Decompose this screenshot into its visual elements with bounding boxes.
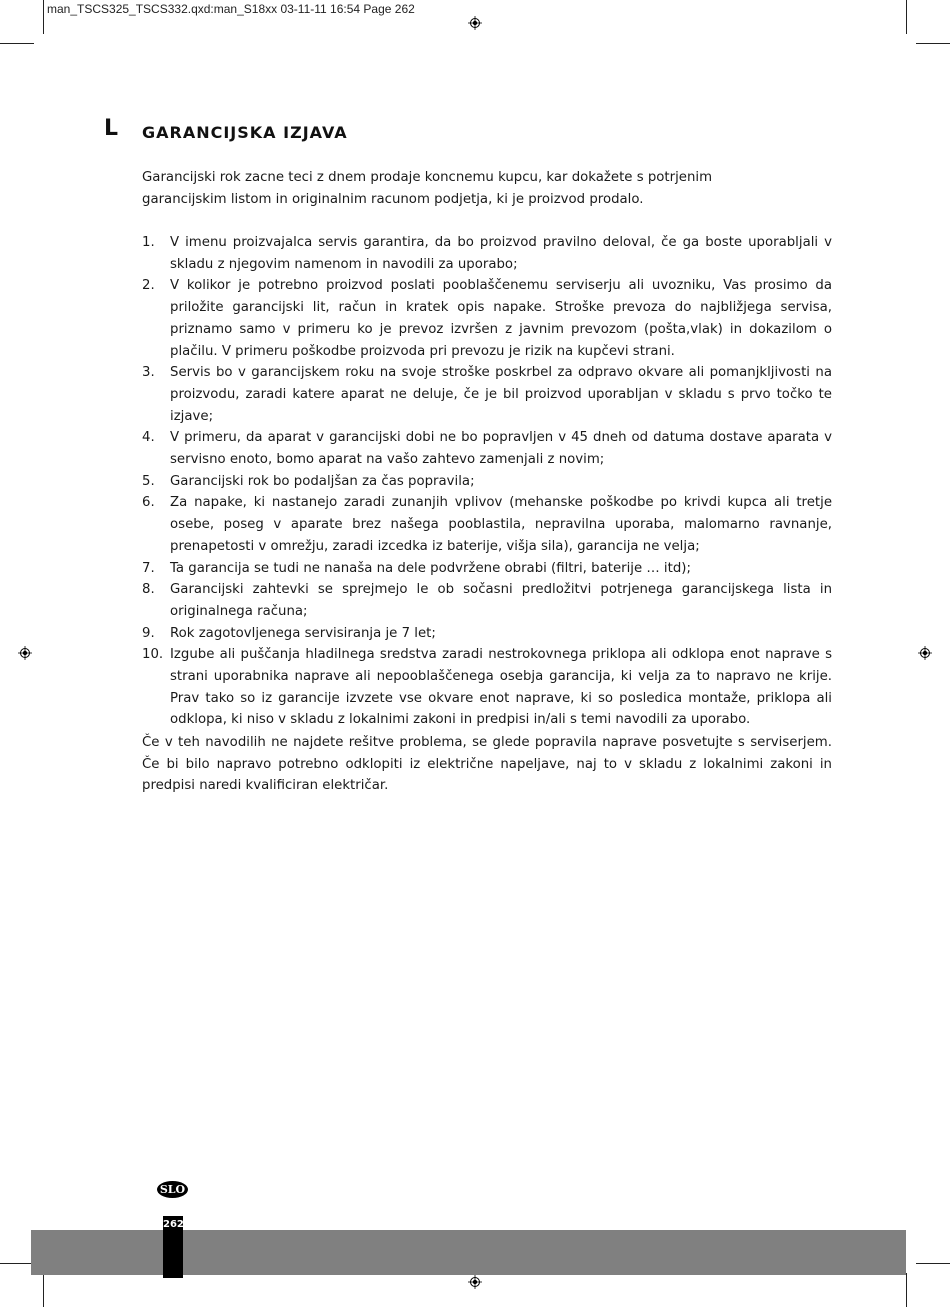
registration-mark-icon bbox=[468, 1275, 482, 1289]
list-item-text: Garancijski rok bo podaljšan za čas popravila; bbox=[170, 473, 475, 489]
list-item bbox=[142, 623, 832, 645]
list-item bbox=[142, 362, 832, 427]
list-item bbox=[142, 558, 832, 580]
crop-mark bbox=[906, 1273, 907, 1307]
crop-mark bbox=[0, 43, 34, 44]
list-item-number: 9. bbox=[142, 625, 155, 641]
section-letter: L bbox=[104, 116, 119, 141]
registration-mark-icon bbox=[18, 646, 32, 660]
list-item-number: 6. bbox=[142, 495, 155, 511]
list-item-text: Servis bo v garancijskem roku na svoje stroške poskrbel za odpravo okvare ali pomanjkljivosti na proizvodu, zaradi katere aparat ne deluje, če je bil proizvod uporabljan v skladu s prvo točko te izjave; bbox=[170, 365, 832, 424]
warranty-terms-list bbox=[142, 232, 832, 731]
list-item-text: V imenu proizvajalca servis garantira, da bo proizvod pravilno deloval, če ga boste uporabljali v skladu z njegovim namenom in navodili za uporabo; bbox=[170, 235, 832, 272]
list-item-text: Izgube ali puščanja hladilnega sredstva zaradi nestrokovnega priklopa ali odklopa enot naprave s strani uporabnika naprave ali nepooblaščenega osebja garancija, ki velja za to napravo ne krije. Prav tako so iz garancije izvzete vse okvare enot naprave, ki so posledica montaže, priklopa ali odklopa, ki niso v skladu z lokalnimi zakoni in predpisi in/ali s temi navodili za uporabo. bbox=[170, 647, 832, 728]
list-item-text: Rok zagotovljenega servisiranja je 7 let; bbox=[170, 625, 436, 641]
list-item-number: 2. bbox=[142, 278, 155, 294]
list-item bbox=[142, 232, 832, 275]
list-item-text: V primeru, da aparat v garancijski dobi ne bo popravljen v 45 dneh od datuma dostave aparata v servisno enoto, bomo aparat na vašo zahtevo zamenjali z novim; bbox=[170, 430, 832, 468]
list-item-number: 7. bbox=[142, 560, 155, 576]
list-item bbox=[142, 471, 832, 493]
list-item-number: 10. bbox=[142, 647, 164, 663]
list-item-number: 8. bbox=[142, 582, 155, 598]
list-item-number: 1. bbox=[142, 235, 155, 250]
closing-paragraph: Če v teh navodilih ne najdete rešitve problema, se glede popravila naprave posvetujte s serviserjem. Če bi bilo napravo potrebno odklopiti iz električne napeljave, naj to v skladu z lokalnimi zakoni in predpisi naredi kvalificiran električar. bbox=[142, 735, 832, 794]
registration-mark-icon bbox=[468, 16, 482, 30]
page-number: 262 bbox=[163, 1219, 184, 1230]
intro-line: garancijskim listom in originalnim racunom podjetja, ki je proizvod prodalo. bbox=[142, 191, 644, 207]
crop-mark bbox=[906, 0, 907, 34]
list-item-text: Garancijski zahtevki se sprejmejo le ob sočasni predložitvi potrjenega garancijskega lista in originalnega računa; bbox=[170, 582, 832, 619]
list-item bbox=[142, 644, 832, 731]
list-item-text: Ta garancija se tudi ne nanaša na dele podvržene obrabi (filtri, baterije … itd); bbox=[170, 560, 691, 576]
list-item-number: 5. bbox=[142, 473, 155, 489]
page-title: GARANCIJSKA IZJAVA bbox=[142, 123, 348, 142]
intro-paragraph bbox=[142, 167, 742, 210]
language-badge: SLO bbox=[157, 1181, 188, 1198]
list-item-number: 4. bbox=[142, 430, 155, 446]
list-item bbox=[142, 427, 832, 470]
print-slug: man_TSCS325_TSCS332.qxd:man_S18xx 03-11-11 16:54 Page 262 bbox=[47, 2, 415, 16]
list-item bbox=[142, 492, 832, 557]
crop-mark bbox=[0, 1263, 34, 1264]
intro-line: Garancijski rok zacne teci z dnem prodaje koncnemu kupcu, kar dokažete s potrjenim bbox=[142, 170, 713, 185]
list-item-text: Za napake, ki nastanejo zaradi zunanjih vplivov (mehanske poškodbe po krivdi kupca ali tretje osebe, poseg v aparate brez našega pooblastila, nepravilna uporaba, malomarno ravnanje, prenapetosti v omrežju, zaradi izcedka iz baterije, višja sila), garancija ne velja; bbox=[170, 495, 832, 554]
registration-mark-icon bbox=[918, 646, 932, 660]
list-item bbox=[142, 579, 832, 622]
crop-mark bbox=[916, 1263, 950, 1264]
list-item bbox=[142, 275, 832, 362]
list-item-number: 3. bbox=[142, 365, 155, 381]
crop-mark bbox=[43, 0, 44, 34]
crop-mark bbox=[43, 1273, 44, 1307]
list-item-text: V kolikor je potrebno proizvod poslati pooblaščenemu serviserju ali uvozniku, Vas prosimo da priložite garancijski lit, račun in kratek opis napake. Stroške prevoza do najbližjega servisa, priznamo samo v primeru ko je prevoz izvršen z javnim prevozom (pošta,vlak) in dokazilom o plačilu. V primeru poškodbe proizvoda pri prevozu je rizik na kupčevi strani. bbox=[170, 278, 832, 359]
crop-mark bbox=[916, 43, 950, 44]
